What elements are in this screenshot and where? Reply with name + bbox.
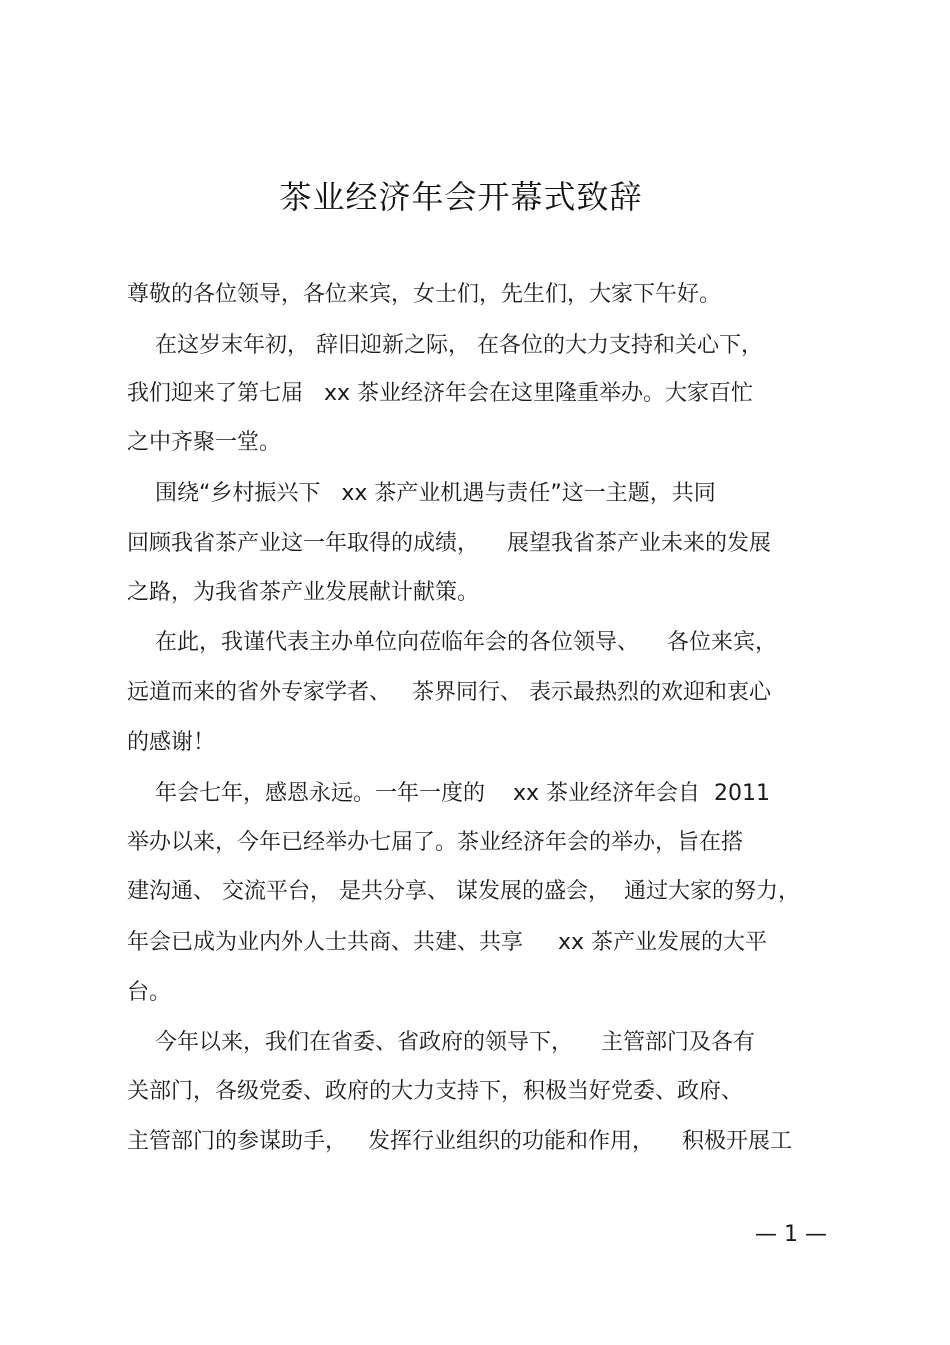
text-line: 在此，我谨代表主办单位向莅临年会的各位领导、 各位来宾，	[127, 630, 777, 655]
text-line: 年会七年，感恩永远。一年一度的 xx 茶业经济年会自 2011	[127, 781, 770, 806]
text-line: 尊敬的各位领导，各位来宾，女士们，先生们，大家下午好。	[127, 282, 722, 307]
page-number: — 1 —	[755, 1222, 827, 1247]
text-line: 之中齐聚一堂。	[127, 430, 282, 455]
text-line: 远道而来的省外专家学者、 茶界同行、 表示最热烈的欢迎和衷心	[127, 680, 771, 705]
text-line: 今年以来，我们在省委、省政府的领导下， 主管部门及各有	[127, 1030, 755, 1055]
text-line: 年会已成为业内外人士共商、共建、共享 xx 茶产业发展的大平	[127, 930, 767, 955]
text-line: 建沟通、 交流平台， 是共分享、 谋发展的盛会， 通过大家的努力，	[127, 879, 800, 904]
document-title: 茶业经济年会开幕式致辞	[279, 178, 643, 216]
text-line: 我们迎来了第七届 xx 茶业经济年会在这里隆重举办。大家百忙	[127, 381, 754, 406]
text-line: 围绕“乡村振兴下 xx 茶产业机遇与责任”这一主题，共同	[127, 481, 716, 506]
text-line: 之路，为我省茶产业发展献计献策。	[127, 580, 480, 605]
text-line: 台。	[127, 980, 172, 1005]
text-line: 在这岁末年初， 辞旧迎新之际， 在各位的大力支持和关心下，	[127, 333, 763, 358]
text-line: 的感谢！	[127, 730, 216, 755]
text-line: 关部门，各级党委、政府的大力支持下，积极当好党委、政府、	[127, 1079, 744, 1104]
text-line: 主管部门的参谋助手， 发挥行业组织的功能和作用， 积极开展工	[127, 1129, 792, 1154]
text-line: 回顾我省茶产业这一年取得的成绩， 展望我省茶产业未来的发展	[127, 531, 771, 556]
text-line: 举办以来，今年已经举办七届了。茶业经济年会的举办，旨在搭	[127, 830, 744, 855]
